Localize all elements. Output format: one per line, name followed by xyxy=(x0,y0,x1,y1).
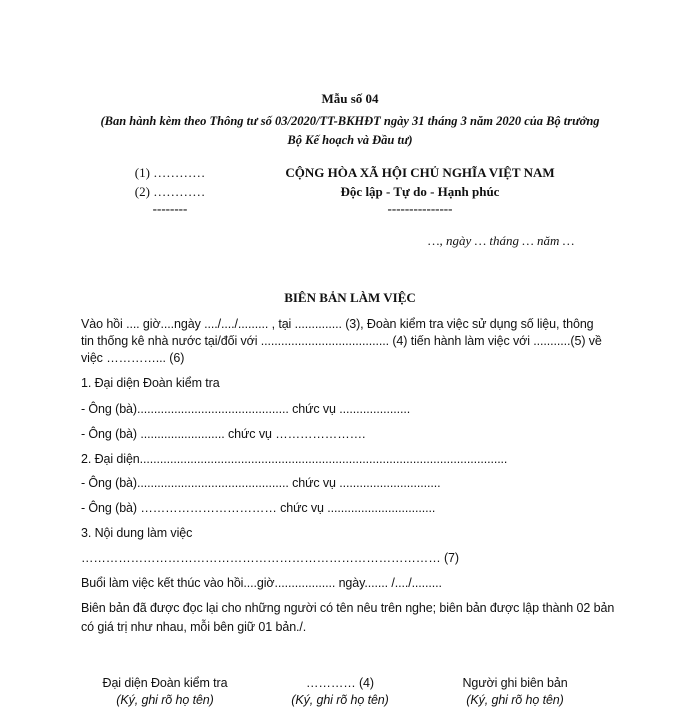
signature-subject: ………… (4) xyxy=(306,676,374,690)
agency-divider: -------- xyxy=(152,201,188,216)
section-2-row-1: - Ông (bà)............................................. chức vụ .............................. xyxy=(81,476,441,490)
agency-line-2: (2) ………… xyxy=(134,184,206,199)
signature-inspection-team-note: (Ký, ghi rõ họ tên) xyxy=(116,693,214,707)
closing-para-line-1: Biên bản đã được đọc lại cho những người có tên nêu trên nghe; biên bản được lập thành 02 bản xyxy=(81,601,615,615)
date-line: …, ngày … tháng … năm … xyxy=(428,233,575,248)
intro-line-2: tin thống kê nhà nước tại/đối với ...................................... (4) tiến hành làm việc với ...........(5) về xyxy=(81,334,602,348)
signature-subject-note: (Ký, ghi rõ họ tên) xyxy=(291,693,389,707)
section-1-row-1: - Ông (bà)............................................. chức vụ ..................... xyxy=(81,402,411,416)
section-3-content-line: …………………………………………………………………………… (7) xyxy=(81,551,459,565)
section-1-row-2: - Ông (bà) ......................... chức vụ …………………. xyxy=(81,427,366,441)
form-number: Mẫu số 04 xyxy=(321,91,379,106)
intro-line-1: Vào hồi .... giờ....ngày ..../..../......... , tại .............. (3), Đoàn kiểm tra việc sử dụng số liệu, thông xyxy=(81,317,594,331)
closing-para-line-2: có giá trị như nhau, mỗi bên giữ 01 bản./. xyxy=(81,620,307,634)
section-2-row-2: - Ông (bà) …………………………… chức vụ ................................ xyxy=(81,501,436,515)
agency-line-1: (1) ………… xyxy=(134,165,206,180)
issued-note-line2: Bộ Kế hoạch và Đầu tư) xyxy=(287,133,413,147)
session-end-line: Buổi làm việc kết thúc vào hồi....giờ.................. ngày....... /..../......... xyxy=(81,576,442,590)
section-3-heading: 3. Nội dung làm việc xyxy=(81,526,193,540)
section-2-heading: 2. Đại diện............................................................................................................. xyxy=(81,452,508,466)
national-motto: Độc lập - Tự do - Hạnh phúc xyxy=(340,184,500,199)
nation-name: CỘNG HÒA XÃ HỘI CHỦ NGHĨA VIỆT NAM xyxy=(285,165,555,180)
signature-inspection-team: Đại diện Đoàn kiểm tra xyxy=(102,676,228,690)
signature-recorder-note: (Ký, ghi rõ họ tên) xyxy=(466,693,564,707)
signature-recorder: Người ghi biên bản xyxy=(462,676,568,690)
issued-note-line1: (Ban hành kèm theo Thông tư số 03/2020/TT-BKHĐT ngày 31 tháng 3 năm 2020 của Bộ trưởng xyxy=(100,114,600,128)
section-1-heading: 1. Đại diện Đoàn kiểm tra xyxy=(81,376,220,390)
motto-divider: --------------- xyxy=(387,201,453,216)
document-title: BIÊN BẢN LÀM VIỆC xyxy=(284,290,416,305)
intro-line-3: việc …………... (6) xyxy=(81,351,185,365)
